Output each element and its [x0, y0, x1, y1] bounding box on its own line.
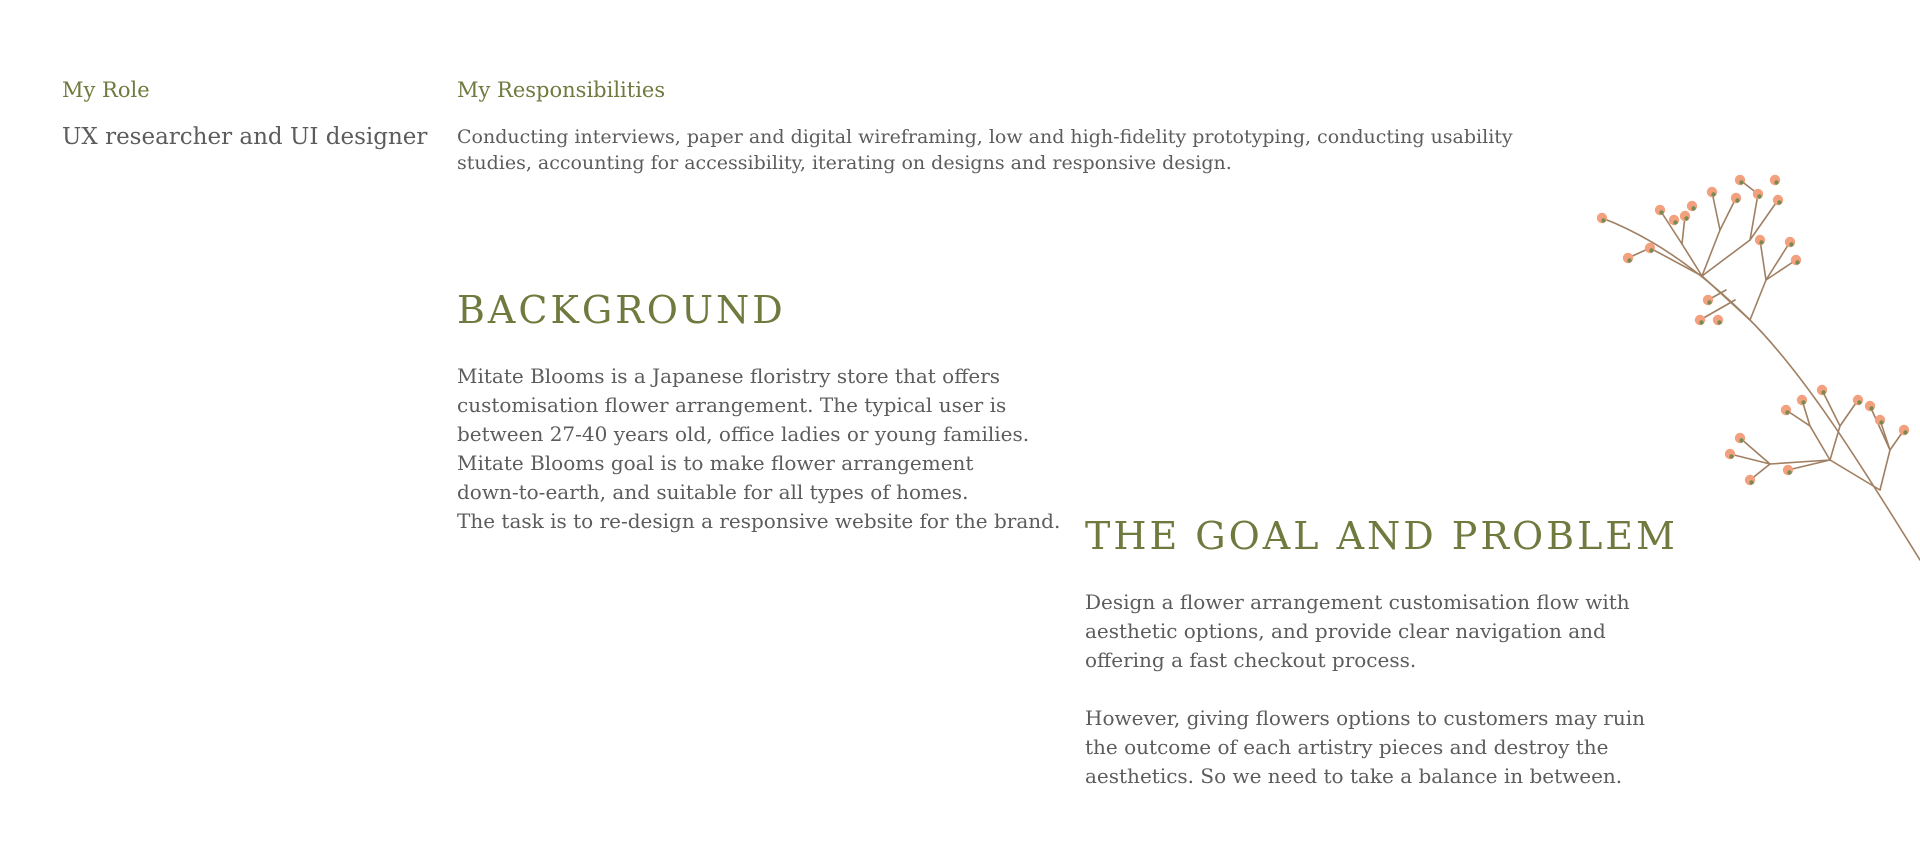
- responsibilities-text: Conducting interviews, paper and digital wireframing, low and high-fidelity prototyping, conducting usability studies, accounting for accessibility, iterating on designs and responsive design.: [457, 126, 1513, 174]
- branch-stem: [1730, 454, 1830, 464]
- flower-bud-icon: [1865, 401, 1875, 411]
- goal-line: the outcome of each artistry pieces and destroy the: [1085, 735, 1609, 759]
- role-text: UX researcher and UI designer: [62, 124, 428, 150]
- role-heading: My Role: [62, 78, 150, 102]
- flower-bud-icon: [1785, 237, 1795, 247]
- flower-bud-icon: [1623, 253, 1633, 263]
- background-title: BACKGROUND: [457, 288, 786, 332]
- flower-bud-icon: [1707, 187, 1717, 197]
- background-line: The task is to re-design a responsive website for the brand.: [457, 509, 1061, 533]
- flower-bud-icon: [1735, 433, 1745, 443]
- flower-branch-illustration-icon: [1590, 170, 1920, 570]
- flower-bud-icon: [1899, 425, 1909, 435]
- flower-bud-icon: [1755, 235, 1765, 245]
- flower-bud-icon: [1597, 213, 1607, 223]
- goal-paragraph-1: [1085, 588, 1630, 675]
- branch-stem: [1750, 280, 1766, 320]
- flower-bud-icon: [1770, 175, 1780, 185]
- flower-bud-icon: [1781, 405, 1791, 415]
- branch-stem: [1712, 192, 1720, 230]
- flower-bud-icon: [1745, 475, 1755, 485]
- flower-bud-icon: [1753, 189, 1763, 199]
- branch-stem: [1830, 426, 1840, 460]
- goal-line: aesthetics. So we need to take a balance in between.: [1085, 764, 1623, 788]
- branch-stem: [1760, 240, 1766, 280]
- flower-bud-icon: [1875, 415, 1885, 425]
- branch-stem: [1870, 406, 1890, 450]
- goal-title: THE GOAL AND PROBLEM: [1085, 514, 1678, 558]
- goal-paragraph-2: [1085, 704, 1645, 791]
- background-line: Mitate Blooms is a Japanese floristry store that offers: [457, 364, 1001, 388]
- flower-bud-icon: [1655, 205, 1665, 215]
- flower-bud-icon: [1731, 193, 1741, 203]
- flower-bud-icon: [1783, 465, 1793, 475]
- goal-line: However, giving flowers options to customers may ruin: [1085, 706, 1646, 730]
- flower-bud-icon: [1680, 211, 1690, 221]
- background-line: between 27-40 years old, office ladies or young families.: [457, 422, 1030, 446]
- flower-bud-icon: [1791, 255, 1801, 265]
- flower-bud-icon: [1703, 295, 1713, 305]
- background-line: Mitate Blooms goal is to make flower arrangement: [457, 451, 974, 475]
- background-text: [457, 362, 1060, 536]
- flower-bud-icon: [1817, 385, 1827, 395]
- branch-stem: [1602, 218, 1920, 560]
- flower-bud-icon: [1853, 395, 1863, 405]
- goal-line: offering a fast checkout process.: [1085, 648, 1417, 672]
- branch-stem: [1650, 248, 1702, 276]
- flower-bud-icon: [1669, 215, 1679, 225]
- flower-bud-icon: [1725, 449, 1735, 459]
- branch-stem: [1766, 260, 1796, 280]
- flower-bud-icon: [1797, 395, 1807, 405]
- branch-stem: [1766, 242, 1790, 280]
- flower-bud-icon: [1713, 315, 1723, 325]
- flower-bud-icon: [1695, 315, 1705, 325]
- goal-line: Design a flower arrangement customisation flow with: [1085, 590, 1630, 614]
- branch-stem: [1660, 210, 1682, 244]
- branch-stem: [1720, 198, 1736, 230]
- background-line: customisation flower arrangement. The typical user is: [457, 393, 1007, 417]
- flower-bud-icon: [1773, 195, 1783, 205]
- flower-bud-icon: [1645, 243, 1655, 253]
- goal-line: aesthetic options, and provide clear navigation and: [1085, 619, 1606, 643]
- responsibilities-heading: My Responsibilities: [457, 78, 666, 102]
- flower-bud-icon: [1687, 201, 1697, 211]
- background-line: down-to-earth, and suitable for all types of homes.: [457, 480, 969, 504]
- flower-bud-icon: [1735, 175, 1745, 185]
